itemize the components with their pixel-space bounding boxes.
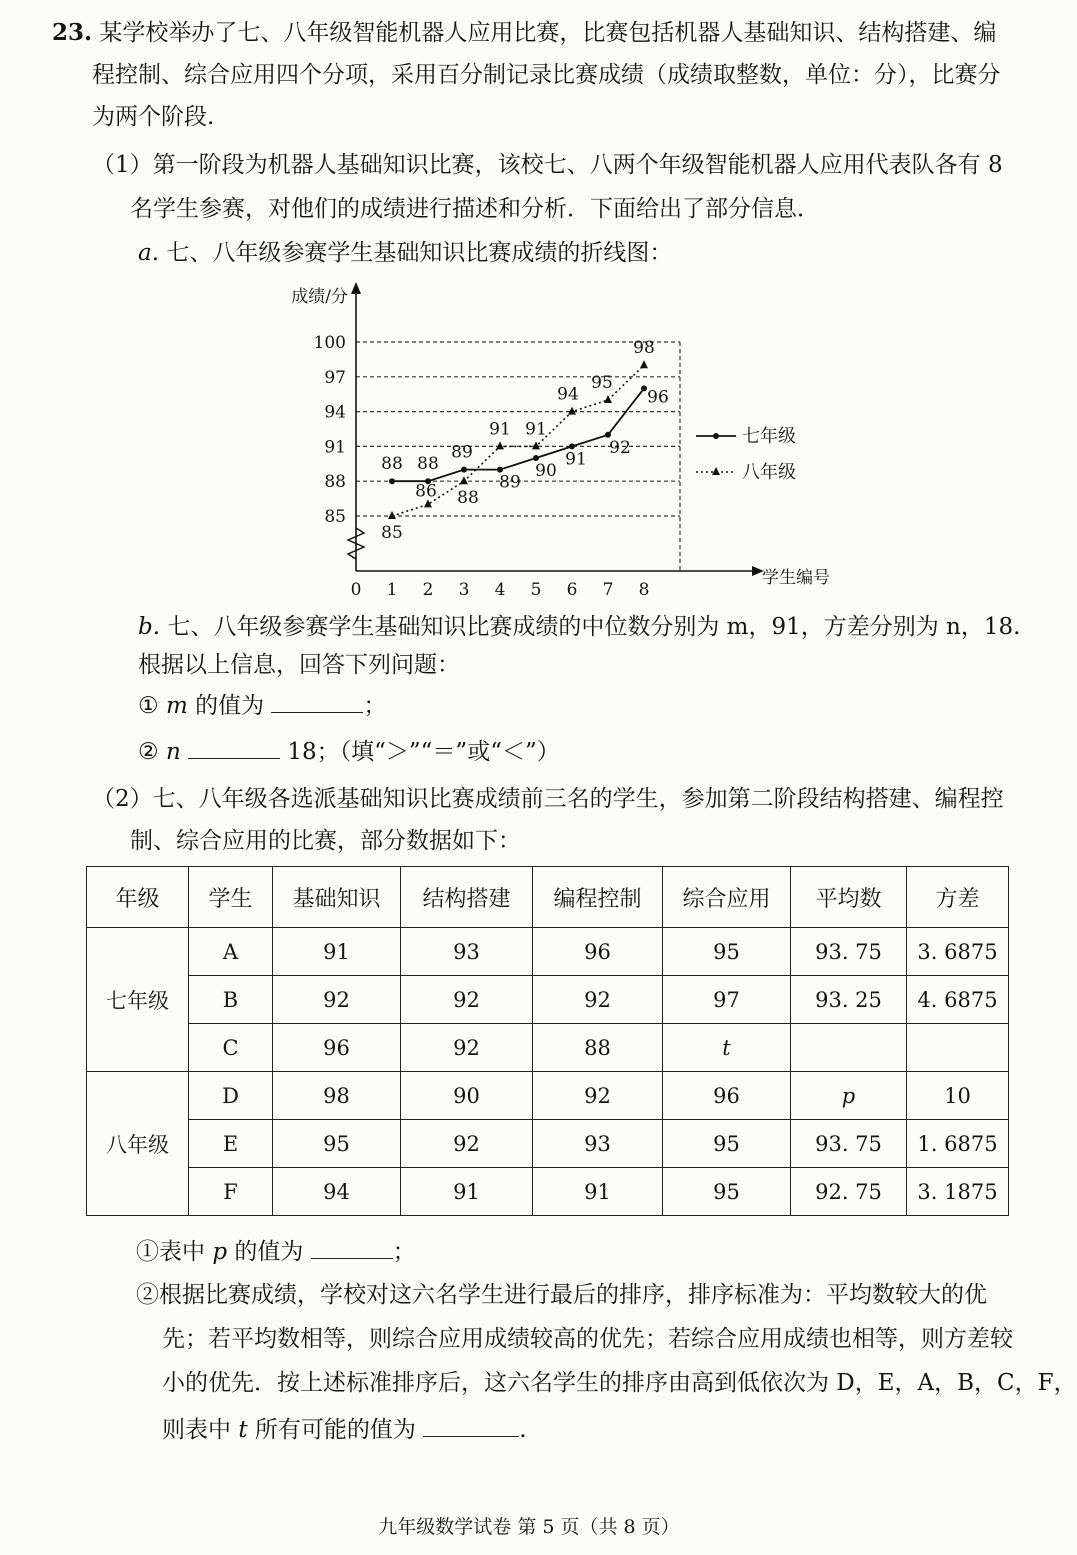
- data-label-grade8: 88: [457, 488, 479, 509]
- x-tick-label: 1: [386, 580, 398, 600]
- q2-last-end: .: [519, 1417, 527, 1443]
- q1-text: 的值为: [234, 1239, 304, 1265]
- answer-blank-n[interactable]: [188, 736, 280, 759]
- table-row: [87, 976, 1009, 1024]
- intro-line: 程控制、综合应用四个分项，采用百分制记录比赛成绩（成绩取整数，单位：分），比赛分: [92, 62, 1001, 88]
- table-cell: 3. 1875: [907, 1168, 1009, 1216]
- item-b-text: 七、八年级参赛学生基础知识比赛成绩的中位数分别为 m，91，方差分别为 n，18.: [167, 614, 1021, 640]
- q1-text: 的值为: [195, 693, 265, 719]
- part2-line: 制、综合应用的比赛，部分数据如下：: [130, 828, 521, 854]
- data-label-grade7: 96: [647, 387, 669, 408]
- table-cell: 92: [533, 976, 663, 1024]
- data-label-grade7: 89: [451, 442, 473, 463]
- x-axis-label: 学生编号: [762, 568, 830, 588]
- var-p: p: [212, 1239, 228, 1265]
- table-row: [87, 1072, 1009, 1120]
- header-cell: 结构搭建: [401, 867, 533, 928]
- table-cell: [791, 1024, 907, 1072]
- chart-legend: [696, 425, 796, 483]
- table-cell: [907, 1024, 1009, 1072]
- part1-line: （1）第一阶段为机器人基础知识比赛，该校七、八两个年级智能机器人应用代表队各有 8: [92, 152, 1003, 178]
- data-label-grade8: 86: [415, 481, 437, 502]
- table-row: [87, 1024, 1009, 1072]
- part2-q2-line: 小的优先．按上述标准排序后，这六名学生的排序由高到低依次为 D，E，A，B，C，F，: [162, 1370, 1077, 1396]
- table-cell: A: [189, 928, 273, 976]
- answer-blank-p[interactable]: [311, 1236, 393, 1259]
- data-label-grade8: 91: [525, 419, 547, 440]
- q2-last-prefix: 则表中: [162, 1417, 231, 1443]
- table-cell: 95: [663, 1120, 791, 1168]
- point-grade8: [604, 395, 612, 403]
- y-axis-arrow: [351, 282, 361, 294]
- data-label-grade7: 88: [381, 454, 403, 475]
- var-t: t: [238, 1417, 248, 1443]
- table-cell: 90: [401, 1072, 533, 1120]
- table-cell: 96: [663, 1072, 791, 1120]
- table-cell: 95: [663, 1168, 791, 1216]
- var-m: m: [165, 693, 188, 719]
- table-cell: 92. 75: [791, 1168, 907, 1216]
- table-cell: 93. 75: [791, 928, 907, 976]
- part2-q2-line: ②根据比赛成绩，学校对这六名学生进行最后的排序，排序标准为：平均数较大的优: [136, 1282, 987, 1308]
- point-grade8: [568, 407, 576, 415]
- table-cell: 93. 25: [791, 976, 907, 1024]
- header-cell: 平均数: [791, 867, 907, 928]
- part2-line: （2）七、八年级各选派基础知识比赛成绩前三名的学生，参加第二阶段结构搭建、编程控: [92, 786, 1004, 812]
- y-axis-label: 成绩/分: [291, 287, 348, 307]
- table-cell: 98: [273, 1072, 401, 1120]
- legend-marker-grade7: [713, 433, 719, 439]
- x-tick-label: 7: [602, 580, 614, 600]
- table-cell: 1. 6875: [907, 1120, 1009, 1168]
- part1-question-2: [138, 736, 560, 767]
- table-cell: 88: [533, 1024, 663, 1072]
- item-b-label: b.: [138, 614, 161, 640]
- header-cell: 综合应用: [663, 867, 791, 928]
- header-cell: 学生: [189, 867, 273, 928]
- table-cell: 93: [401, 928, 533, 976]
- table-cell: 4. 6875: [907, 976, 1009, 1024]
- part1-line: 名学生参赛，对他们的成绩进行描述和分析．下面给出了部分信息．: [130, 196, 820, 222]
- y-tick-label: 97: [324, 367, 346, 388]
- header-cell: 方差: [907, 867, 1009, 928]
- table-row: [87, 1168, 1009, 1216]
- q1-prefix: ①表中: [136, 1239, 205, 1265]
- table-cell: B: [189, 976, 273, 1024]
- table-row: [87, 1120, 1009, 1168]
- legend-marker-grade8: [712, 467, 720, 475]
- table-cell: D: [189, 1072, 273, 1120]
- q1-end: ；: [392, 1239, 416, 1265]
- point-grade7: [461, 467, 467, 473]
- table-cell: F: [189, 1168, 273, 1216]
- data-label-grade7: 89: [499, 472, 521, 493]
- data-label-grade7: 91: [565, 449, 587, 470]
- y-tick-label: 94: [324, 402, 346, 423]
- table-cell: 3. 6875: [907, 928, 1009, 976]
- answer-prompt: 根据以上信息，回答下列问题：: [138, 652, 460, 678]
- x-tick-label: 6: [566, 580, 578, 600]
- item-b: [138, 612, 1020, 642]
- table-cell: 96: [273, 1024, 401, 1072]
- data-label-grade7: 92: [609, 437, 631, 458]
- x-tick-label: 8: [638, 580, 650, 600]
- answer-blank-t[interactable]: [423, 1414, 519, 1437]
- table-cell: 93: [533, 1120, 663, 1168]
- data-label-grade7: 90: [535, 461, 557, 481]
- table-cell: 10: [907, 1072, 1009, 1120]
- data-label-grade8: 85: [381, 523, 403, 543]
- x-tick-label: 2: [422, 580, 434, 600]
- table-cell: 91: [533, 1168, 663, 1216]
- intro-line: 为两个阶段.: [92, 104, 215, 130]
- grade-cell: 八年级: [87, 1072, 189, 1216]
- header-cell: 编程控制: [533, 867, 663, 928]
- y-tick-label: 100: [313, 333, 346, 353]
- table-cell: 92: [401, 1120, 533, 1168]
- q2-text: 18；（填“＞”“＝”或“＜”）: [287, 739, 560, 765]
- page-footer: 九年级数学试卷 第 5 页（共 8 页）: [378, 1516, 680, 1538]
- grade-cell: 七年级: [87, 928, 189, 1072]
- question-number: 23.: [52, 19, 93, 46]
- table-cell: E: [189, 1120, 273, 1168]
- q2-last-text: 所有可能的值为: [254, 1417, 416, 1443]
- point-grade7: [641, 385, 647, 391]
- point-grade8: [388, 511, 396, 519]
- header-cell: 年级: [87, 867, 189, 928]
- table-cell: 92: [533, 1072, 663, 1120]
- table-cell: 91: [401, 1168, 533, 1216]
- line-chart: [270, 280, 830, 600]
- header-cell: 基础知识: [273, 867, 401, 928]
- table-cell: 95: [663, 928, 791, 976]
- data-label-grade8: 95: [591, 373, 613, 393]
- data-label-grade8: 98: [633, 338, 655, 359]
- question-line-1: [52, 18, 996, 48]
- data-label-grade7: 88: [417, 454, 439, 475]
- var-n: n: [165, 739, 181, 765]
- y-tick-label: 88: [324, 472, 346, 493]
- legend-label-grade7: 七年级: [742, 426, 796, 447]
- point-grade8: [496, 441, 504, 449]
- chart-grid: [356, 342, 680, 571]
- table-cell: 95: [273, 1120, 401, 1168]
- x-tick-label: 4: [494, 580, 506, 600]
- y-tick-label: 91: [324, 437, 346, 458]
- table-cell: 96: [533, 928, 663, 976]
- q1-mark: ①: [138, 693, 159, 719]
- table-cell: 92: [401, 976, 533, 1024]
- table-cell: 92: [401, 1024, 533, 1072]
- table-row: [87, 928, 1009, 976]
- table-cell: 94: [273, 1168, 401, 1216]
- table-cell: 97: [663, 976, 791, 1024]
- data-label-grade8: 91: [489, 419, 511, 440]
- point-grade7: [389, 478, 395, 484]
- x-tick-label: 5: [530, 580, 542, 600]
- item-a-label: a.: [138, 240, 160, 266]
- table-cell: 92: [273, 976, 401, 1024]
- table-cell-p: p: [791, 1072, 907, 1120]
- table-cell: 93. 75: [791, 1120, 907, 1168]
- part1-question-1: [138, 690, 386, 721]
- part2-question-1: [136, 1236, 416, 1267]
- part2-q2-line: 先；若平均数相等，则综合应用成绩较高的优先；若综合应用成绩也相等，则方差较: [162, 1326, 1013, 1352]
- chart-series: [381, 338, 669, 543]
- q2-mark: ②: [138, 739, 159, 765]
- item-a-text: 七、八年级参赛学生基础知识比赛成绩的折线图：: [166, 240, 673, 266]
- point-grade8: [640, 360, 648, 368]
- intro-line: 某学校举办了七、八年级智能机器人应用比赛，比赛包括机器人基础知识、结构搭建、编: [99, 20, 997, 46]
- answer-blank-m[interactable]: [271, 690, 363, 713]
- table-cell-t: t: [663, 1024, 791, 1072]
- table-cell: C: [189, 1024, 273, 1072]
- y-tick-label: 85: [324, 507, 346, 527]
- data-label-grade8: 94: [557, 384, 579, 405]
- legend-label-grade8: 八年级: [742, 462, 796, 483]
- part2-q2-last: [162, 1414, 527, 1445]
- table-cell: 91: [273, 928, 401, 976]
- item-a: [138, 238, 672, 268]
- origin-label: 0: [350, 580, 362, 600]
- x-tick-label: 3: [458, 580, 470, 600]
- score-table: [86, 866, 1009, 1216]
- table-header-row: [87, 867, 1009, 928]
- q1-end: ；: [363, 693, 387, 719]
